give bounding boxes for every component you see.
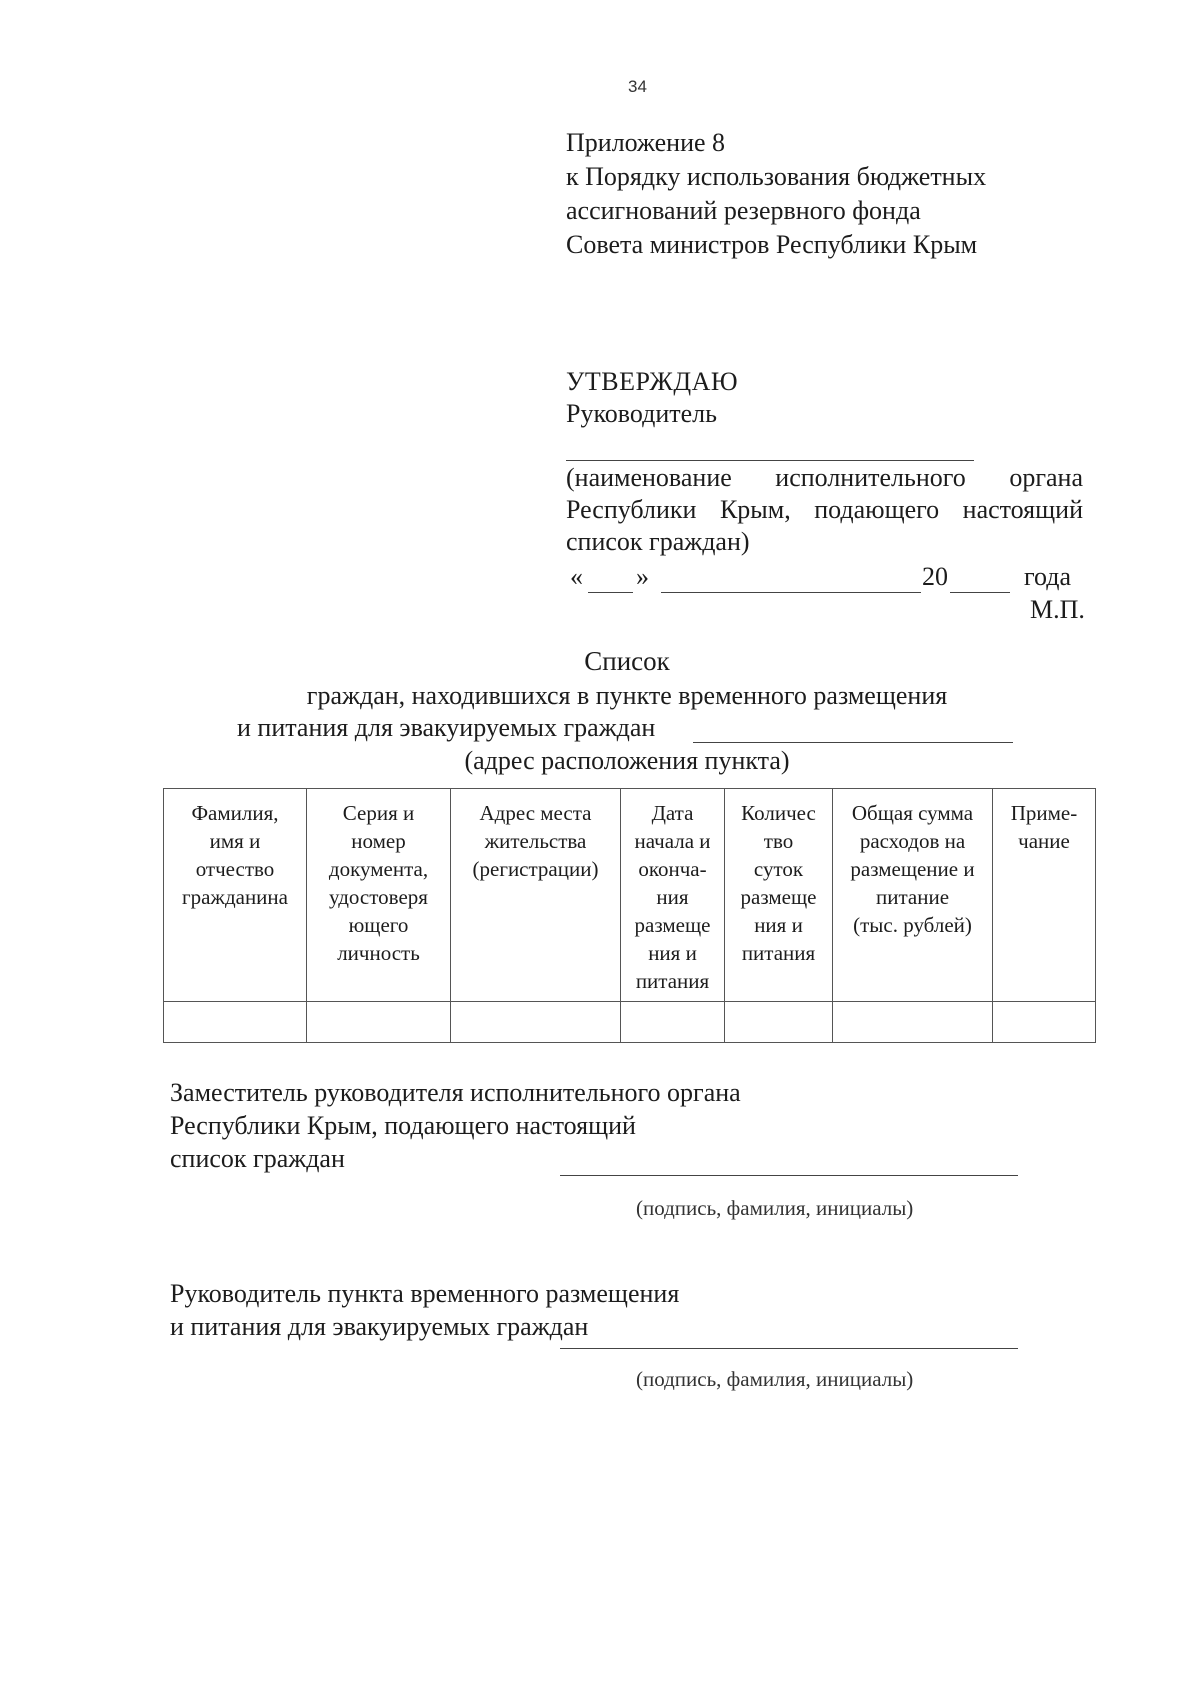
appendix-line: ассигнований резервного фонда: [566, 196, 921, 225]
table-cell[interactable]: [164, 1002, 307, 1043]
head-line: Руководитель пункта временного размещения: [170, 1279, 680, 1308]
approver-signature-line[interactable]: [566, 460, 974, 461]
approval-date-row: [566, 562, 1083, 596]
approval-role: Руководитель: [566, 399, 717, 428]
address-blank[interactable]: [693, 742, 1013, 743]
head-line: и питания для эвакуируемых граждан: [170, 1312, 589, 1341]
head-signature-block: [170, 1277, 679, 1343]
header-note: Приме- чание: [993, 789, 1096, 1002]
head-signature-caption: (подпись, фамилия, инициалы): [636, 1367, 914, 1391]
address-caption: (адрес расположения пункта): [464, 746, 790, 775]
table-row: [164, 1002, 1096, 1043]
appendix-line: Приложение 8: [566, 128, 726, 157]
caption-line: список граждан): [566, 527, 750, 556]
page-number: 34: [628, 77, 647, 96]
appendix-line: к Порядку использования бюджетных: [566, 162, 987, 191]
appendix-line: Совета министров Республики Крым: [566, 230, 978, 259]
citizens-table: [163, 788, 1096, 1043]
day-blank[interactable]: [588, 592, 633, 593]
list-subtitle: граждан, находившихся в пункте временного размещения: [306, 681, 948, 710]
table-cell[interactable]: [451, 1002, 621, 1043]
deputy-signature-caption: (подпись, фамилия, инициалы): [636, 1196, 914, 1220]
table-cell[interactable]: [725, 1002, 833, 1043]
header-total-expenses: Общая сумма расходов на размещение и питание (тыс. рублей): [833, 789, 993, 1002]
appendix-header: [566, 126, 986, 262]
deputy-line: Заместитель руководителя исполнительного органа: [170, 1078, 741, 1107]
caption-line: (наименование исполнительного органа: [566, 463, 1083, 492]
header-full-name: Фамилия, имя и отчество гражданина: [164, 789, 307, 1002]
approval-organ-caption: [566, 462, 1083, 558]
date-century: 20: [922, 562, 948, 591]
list-title: Список: [584, 646, 670, 676]
table-cell[interactable]: [307, 1002, 451, 1043]
header-address: Адрес места жительства (регистрации): [451, 789, 621, 1002]
date-year-word: года: [1024, 562, 1072, 591]
approval-title: УТВЕРЖДАЮ: [566, 367, 739, 396]
head-signature-line[interactable]: [560, 1348, 1018, 1349]
header-days-count: Количес тво суток размеще ния и питания: [725, 789, 833, 1002]
date-open-quote: «: [570, 562, 583, 591]
deputy-line: Республики Крым, подающего настоящий: [170, 1111, 636, 1140]
deputy-signature-line[interactable]: [560, 1175, 1018, 1176]
year-blank[interactable]: [950, 592, 1010, 593]
month-blank[interactable]: [661, 592, 921, 593]
caption-line: Республики Крым, подающего настоящий: [566, 495, 1083, 524]
date-close-quote: »: [636, 562, 649, 591]
deputy-signature-block: [170, 1076, 741, 1175]
header-id-document: Серия и номер документа, удостоверя ющего личность: [307, 789, 451, 1002]
table-header-row: [164, 789, 1096, 1002]
table-cell[interactable]: [621, 1002, 725, 1043]
header-dates: Дата начала и оконча- ния размеще ния и питания: [621, 789, 725, 1002]
table-cell[interactable]: [993, 1002, 1096, 1043]
table-cell[interactable]: [833, 1002, 993, 1043]
list-subtitle: и питания для эвакуируемых граждан: [237, 713, 656, 742]
deputy-line: список граждан: [170, 1144, 345, 1173]
stamp-mark: М.П.: [1030, 595, 1085, 624]
